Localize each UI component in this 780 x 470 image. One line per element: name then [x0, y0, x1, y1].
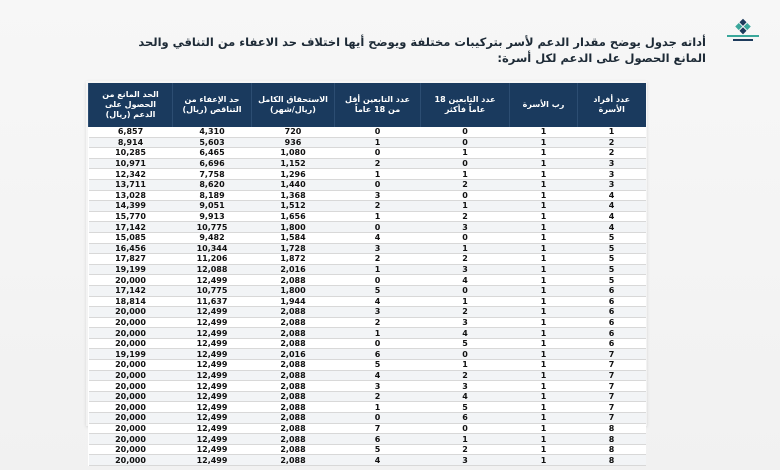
table-row: [89, 285, 646, 296]
cell-full-entitlement: 1,800: [252, 222, 335, 233]
cell-full-entitlement: 1,944: [252, 296, 335, 307]
cell-dependents-minor: 0: [335, 127, 421, 137]
cell-full-entitlement: 1,512: [252, 201, 335, 212]
table-row: [89, 391, 646, 402]
cell-head-of-family: 1: [510, 211, 578, 222]
cell-head-of-family: 1: [510, 148, 578, 159]
cell-family-size: 7: [578, 360, 646, 371]
cell-dependents-minor: 6: [335, 434, 421, 445]
cell-family-size: 8: [578, 423, 646, 434]
table-body: [89, 127, 646, 466]
cell-dependents-minor: 0: [335, 413, 421, 424]
table-row: [89, 349, 646, 360]
cell-full-entitlement: 1,152: [252, 158, 335, 169]
cell-dependents-minor: 7: [335, 423, 421, 434]
cell-max-limit: 19,199: [89, 264, 173, 275]
table-row: [89, 190, 646, 201]
cell-full-entitlement: 2,088: [252, 423, 335, 434]
table-row: [89, 317, 646, 328]
cell-family-size: 8: [578, 434, 646, 445]
cell-full-entitlement: 2,088: [252, 391, 335, 402]
cell-exemption-limit: 6,465: [173, 148, 252, 159]
cell-dependents-minor: 0: [335, 222, 421, 233]
cell-full-entitlement: 2,088: [252, 434, 335, 445]
cell-dependents-adult: 2: [421, 211, 510, 222]
cell-max-limit: 10,285: [89, 148, 173, 159]
cell-family-size: 4: [578, 222, 646, 233]
cell-max-limit: 19,199: [89, 349, 173, 360]
cell-max-limit: 20,000: [89, 338, 173, 349]
cell-family-size: 7: [578, 402, 646, 413]
cell-head-of-family: 1: [510, 179, 578, 190]
cell-max-limit: 14,399: [89, 201, 173, 212]
cell-exemption-limit: 12,499: [173, 317, 252, 328]
cell-full-entitlement: 1,440: [252, 179, 335, 190]
col-header-max-limit: الحد المانع من الحصول على الدعم (ريال): [89, 83, 173, 127]
cell-dependents-adult: 5: [421, 402, 510, 413]
cell-head-of-family: 1: [510, 317, 578, 328]
cell-dependents-adult: 0: [421, 127, 510, 137]
cell-exemption-limit: 12,499: [173, 307, 252, 318]
cell-full-entitlement: 2,088: [252, 317, 335, 328]
cell-dependents-adult: 4: [421, 275, 510, 286]
cell-exemption-limit: 11,637: [173, 296, 252, 307]
cell-head-of-family: 1: [510, 296, 578, 307]
cell-head-of-family: 1: [510, 360, 578, 371]
cell-head-of-family: 1: [510, 158, 578, 169]
table-row: [89, 381, 646, 392]
cell-head-of-family: 1: [510, 190, 578, 201]
cell-head-of-family: 1: [510, 254, 578, 265]
table-row: [89, 455, 646, 466]
cell-max-limit: 10,971: [89, 158, 173, 169]
cell-exemption-limit: 12,499: [173, 349, 252, 360]
cell-head-of-family: 1: [510, 222, 578, 233]
cell-dependents-minor: 5: [335, 444, 421, 455]
table-row: [89, 275, 646, 286]
cell-dependents-minor: 4: [335, 296, 421, 307]
cell-max-limit: 20,000: [89, 413, 173, 424]
cell-dependents-minor: 2: [335, 391, 421, 402]
cell-full-entitlement: 2,088: [252, 360, 335, 371]
cell-dependents-minor: 6: [335, 349, 421, 360]
cell-exemption-limit: 10,344: [173, 243, 252, 254]
cell-exemption-limit: 12,088: [173, 264, 252, 275]
cell-head-of-family: 1: [510, 381, 578, 392]
heading-line-2: المانع الحصول على الدعم لكل أسرة:: [497, 51, 706, 65]
cell-family-size: 1: [578, 127, 646, 137]
cell-exemption-limit: 5,603: [173, 137, 252, 148]
cell-family-size: 5: [578, 243, 646, 254]
table-row: [89, 444, 646, 455]
table-row: [89, 296, 646, 307]
cell-max-limit: 20,000: [89, 455, 173, 466]
cell-dependents-adult: 3: [421, 222, 510, 233]
cell-dependents-minor: 5: [335, 285, 421, 296]
cell-full-entitlement: 1,296: [252, 169, 335, 180]
heading-line-1: أداته جدول يوضح مقدار الدعم لأسر بتركيبات مختلفة ويوضح أيها اختلاف حد الاعفاء من التناقي والحد: [138, 35, 706, 49]
cell-full-entitlement: 2,088: [252, 275, 335, 286]
cell-max-limit: 13,711: [89, 179, 173, 190]
cell-max-limit: 20,000: [89, 275, 173, 286]
cell-dependents-adult: 0: [421, 423, 510, 434]
cell-full-entitlement: 1,368: [252, 190, 335, 201]
table-row: [89, 243, 646, 254]
table-row: [89, 222, 646, 233]
cell-family-size: 7: [578, 381, 646, 392]
table-row: [89, 328, 646, 339]
cell-full-entitlement: 1,800: [252, 285, 335, 296]
cell-family-size: 8: [578, 455, 646, 466]
cell-head-of-family: 1: [510, 201, 578, 212]
cell-max-limit: 13,028: [89, 190, 173, 201]
cell-dependents-minor: 3: [335, 190, 421, 201]
cell-full-entitlement: 2,088: [252, 328, 335, 339]
col-header-exemption-limit: حد الإعفاء من التناقص (ريال): [173, 83, 252, 127]
cell-exemption-limit: 12,499: [173, 434, 252, 445]
cell-dependents-minor: 0: [335, 338, 421, 349]
cell-exemption-limit: 12,499: [173, 275, 252, 286]
cell-full-entitlement: 2,088: [252, 455, 335, 466]
cell-dependents-minor: 5: [335, 360, 421, 371]
cell-dependents-adult: 2: [421, 254, 510, 265]
cell-family-size: 7: [578, 370, 646, 381]
cell-family-size: 4: [578, 201, 646, 212]
cell-exemption-limit: 7,758: [173, 169, 252, 180]
table-row: [89, 264, 646, 275]
cell-max-limit: 12,342: [89, 169, 173, 180]
col-header-head-of-family: رب الأسرة: [510, 83, 578, 127]
cell-family-size: 6: [578, 328, 646, 339]
cell-dependents-minor: 1: [335, 137, 421, 148]
cell-dependents-adult: 1: [421, 148, 510, 159]
cell-head-of-family: 1: [510, 391, 578, 402]
document-heading: [138, 34, 706, 66]
cell-exemption-limit: 12,499: [173, 391, 252, 402]
cell-full-entitlement: 1,584: [252, 232, 335, 243]
cell-dependents-minor: 1: [335, 169, 421, 180]
cell-max-limit: 17,142: [89, 222, 173, 233]
cell-dependents-adult: 1: [421, 434, 510, 445]
table-row: [89, 137, 646, 148]
cell-family-size: 5: [578, 264, 646, 275]
cell-max-limit: 20,000: [89, 370, 173, 381]
cell-family-size: 7: [578, 413, 646, 424]
cell-exemption-limit: 9,051: [173, 201, 252, 212]
cell-exemption-limit: 12,499: [173, 381, 252, 392]
cell-family-size: 3: [578, 158, 646, 169]
cell-head-of-family: 1: [510, 169, 578, 180]
cell-head-of-family: 1: [510, 455, 578, 466]
table-row: [89, 402, 646, 413]
cell-dependents-adult: 3: [421, 264, 510, 275]
cell-exemption-limit: 12,499: [173, 338, 252, 349]
cell-family-size: 2: [578, 148, 646, 159]
cell-dependents-adult: 2: [421, 307, 510, 318]
cell-max-limit: 20,000: [89, 307, 173, 318]
cell-max-limit: 20,000: [89, 360, 173, 371]
cell-dependents-minor: 0: [335, 275, 421, 286]
cell-exemption-limit: 8,620: [173, 179, 252, 190]
cell-dependents-minor: 3: [335, 381, 421, 392]
cell-dependents-minor: 4: [335, 370, 421, 381]
cell-exemption-limit: 12,499: [173, 370, 252, 381]
cell-max-limit: 20,000: [89, 444, 173, 455]
cell-dependents-minor: 3: [335, 243, 421, 254]
cell-head-of-family: 1: [510, 349, 578, 360]
cell-dependents-adult: 0: [421, 285, 510, 296]
cell-head-of-family: 1: [510, 444, 578, 455]
cell-family-size: 7: [578, 349, 646, 360]
cell-max-limit: 15,770: [89, 211, 173, 222]
logo-icon: [721, 14, 765, 44]
cell-head-of-family: 1: [510, 275, 578, 286]
cell-full-entitlement: 720: [252, 127, 335, 137]
cell-dependents-adult: 0: [421, 349, 510, 360]
cell-dependents-minor: 0: [335, 179, 421, 190]
cell-max-limit: 20,000: [89, 434, 173, 445]
cell-max-limit: 6,857: [89, 127, 173, 137]
cell-dependents-adult: 1: [421, 169, 510, 180]
cell-family-size: 6: [578, 307, 646, 318]
cell-dependents-adult: 3: [421, 455, 510, 466]
cell-family-size: 4: [578, 190, 646, 201]
cell-family-size: 7: [578, 391, 646, 402]
cell-dependents-adult: 0: [421, 137, 510, 148]
cell-max-limit: 20,000: [89, 381, 173, 392]
cell-head-of-family: 1: [510, 137, 578, 148]
cell-dependents-minor: 3: [335, 307, 421, 318]
cell-family-size: 6: [578, 296, 646, 307]
cell-head-of-family: 1: [510, 243, 578, 254]
cell-exemption-limit: 12,499: [173, 328, 252, 339]
table-row: [89, 254, 646, 265]
cell-dependents-adult: 1: [421, 243, 510, 254]
cell-family-size: 6: [578, 317, 646, 328]
cell-head-of-family: 1: [510, 370, 578, 381]
cell-exemption-limit: 10,775: [173, 222, 252, 233]
cell-family-size: 3: [578, 179, 646, 190]
cell-family-size: 6: [578, 285, 646, 296]
cell-max-limit: 8,914: [89, 137, 173, 148]
table-row: [89, 434, 646, 445]
cell-exemption-limit: 6,696: [173, 158, 252, 169]
cell-max-limit: 17,827: [89, 254, 173, 265]
cell-max-limit: 17,142: [89, 285, 173, 296]
cell-dependents-adult: 2: [421, 444, 510, 455]
cell-dependents-adult: 4: [421, 391, 510, 402]
col-header-full-entitlement: الاستحقاق الكامل (ريال/شهر): [252, 83, 335, 127]
cell-exemption-limit: 12,499: [173, 360, 252, 371]
cell-dependents-minor: 1: [335, 328, 421, 339]
cell-max-limit: 20,000: [89, 328, 173, 339]
cell-head-of-family: 1: [510, 413, 578, 424]
cell-full-entitlement: 1,872: [252, 254, 335, 265]
cell-dependents-adult: 1: [421, 296, 510, 307]
cell-dependents-adult: 0: [421, 190, 510, 201]
cell-exemption-limit: 12,499: [173, 423, 252, 434]
cell-family-size: 2: [578, 137, 646, 148]
cell-family-size: 5: [578, 254, 646, 265]
cell-dependents-adult: 1: [421, 201, 510, 212]
cell-dependents-minor: 0: [335, 148, 421, 159]
cell-full-entitlement: 2,088: [252, 370, 335, 381]
cell-head-of-family: 1: [510, 338, 578, 349]
col-header-dependents-adult: عدد التابعين 18 عاماً فأكثر: [421, 83, 510, 127]
cell-head-of-family: 1: [510, 434, 578, 445]
cell-max-limit: 20,000: [89, 317, 173, 328]
table-row: [89, 370, 646, 381]
col-header-dependents-minor: عدد التابعين أقل من 18 عاماً: [335, 83, 421, 127]
cell-dependents-adult: 1: [421, 360, 510, 371]
cell-dependents-adult: 4: [421, 328, 510, 339]
cell-full-entitlement: 936: [252, 137, 335, 148]
cell-full-entitlement: 2,088: [252, 307, 335, 318]
cell-dependents-adult: 2: [421, 179, 510, 190]
table-header-row: [89, 83, 646, 127]
cell-full-entitlement: 2,088: [252, 402, 335, 413]
support-table: [88, 83, 646, 466]
cell-family-size: 8: [578, 444, 646, 455]
cell-head-of-family: 1: [510, 423, 578, 434]
cell-exemption-limit: 12,499: [173, 413, 252, 424]
cell-dependents-adult: 3: [421, 381, 510, 392]
cell-full-entitlement: 2,088: [252, 338, 335, 349]
cell-family-size: 5: [578, 232, 646, 243]
cell-dependents-minor: 1: [335, 402, 421, 413]
table-row: [89, 201, 646, 212]
table-row: [89, 179, 646, 190]
cell-dependents-minor: 2: [335, 201, 421, 212]
table-row: [89, 413, 646, 424]
table-row: [89, 158, 646, 169]
cell-full-entitlement: 2,088: [252, 381, 335, 392]
cell-max-limit: 20,000: [89, 402, 173, 413]
cell-full-entitlement: 1,728: [252, 243, 335, 254]
cell-dependents-minor: 4: [335, 455, 421, 466]
table-row: [89, 148, 646, 159]
cell-exemption-limit: 11,206: [173, 254, 252, 265]
table-row: [89, 423, 646, 434]
cell-dependents-minor: 1: [335, 211, 421, 222]
cell-head-of-family: 1: [510, 264, 578, 275]
cell-dependents-minor: 2: [335, 158, 421, 169]
cell-dependents-adult: 0: [421, 158, 510, 169]
cell-exemption-limit: 10,775: [173, 285, 252, 296]
cell-head-of-family: 1: [510, 328, 578, 339]
cell-dependents-minor: 2: [335, 254, 421, 265]
cell-dependents-adult: 6: [421, 413, 510, 424]
cell-exemption-limit: 4,310: [173, 127, 252, 137]
cell-dependents-adult: 2: [421, 370, 510, 381]
cell-head-of-family: 1: [510, 307, 578, 318]
cell-exemption-limit: 12,499: [173, 402, 252, 413]
cell-exemption-limit: 12,499: [173, 444, 252, 455]
table-row: [89, 127, 646, 137]
cell-dependents-adult: 5: [421, 338, 510, 349]
cell-head-of-family: 1: [510, 127, 578, 137]
cell-family-size: 4: [578, 211, 646, 222]
cell-dependents-adult: 3: [421, 317, 510, 328]
cell-exemption-limit: 9,482: [173, 232, 252, 243]
cell-dependents-minor: 1: [335, 264, 421, 275]
table-row: [89, 232, 646, 243]
cell-dependents-minor: 4: [335, 232, 421, 243]
cell-exemption-limit: 12,499: [173, 455, 252, 466]
cell-full-entitlement: 2,016: [252, 349, 335, 360]
cell-max-limit: 20,000: [89, 423, 173, 434]
cell-max-limit: 15,085: [89, 232, 173, 243]
cell-head-of-family: 1: [510, 402, 578, 413]
cell-family-size: 3: [578, 169, 646, 180]
cell-full-entitlement: 2,088: [252, 413, 335, 424]
cell-head-of-family: 1: [510, 232, 578, 243]
cell-full-entitlement: 1,080: [252, 148, 335, 159]
cell-full-entitlement: 2,016: [252, 264, 335, 275]
col-header-family-size: عدد أفراد الأسرة: [578, 83, 646, 127]
cell-max-limit: 16,456: [89, 243, 173, 254]
table-row: [89, 338, 646, 349]
cell-max-limit: 20,000: [89, 391, 173, 402]
table-row: [89, 360, 646, 371]
cell-dependents-minor: 2: [335, 317, 421, 328]
cell-exemption-limit: 8,189: [173, 190, 252, 201]
cell-head-of-family: 1: [510, 285, 578, 296]
cell-full-entitlement: 2,088: [252, 444, 335, 455]
table-row: [89, 211, 646, 222]
cell-family-size: 5: [578, 275, 646, 286]
cell-family-size: 6: [578, 338, 646, 349]
cell-max-limit: 18,814: [89, 296, 173, 307]
cell-full-entitlement: 1,656: [252, 211, 335, 222]
cell-dependents-adult: 0: [421, 232, 510, 243]
table-row: [89, 307, 646, 318]
table-row: [89, 169, 646, 180]
cell-exemption-limit: 9,913: [173, 211, 252, 222]
